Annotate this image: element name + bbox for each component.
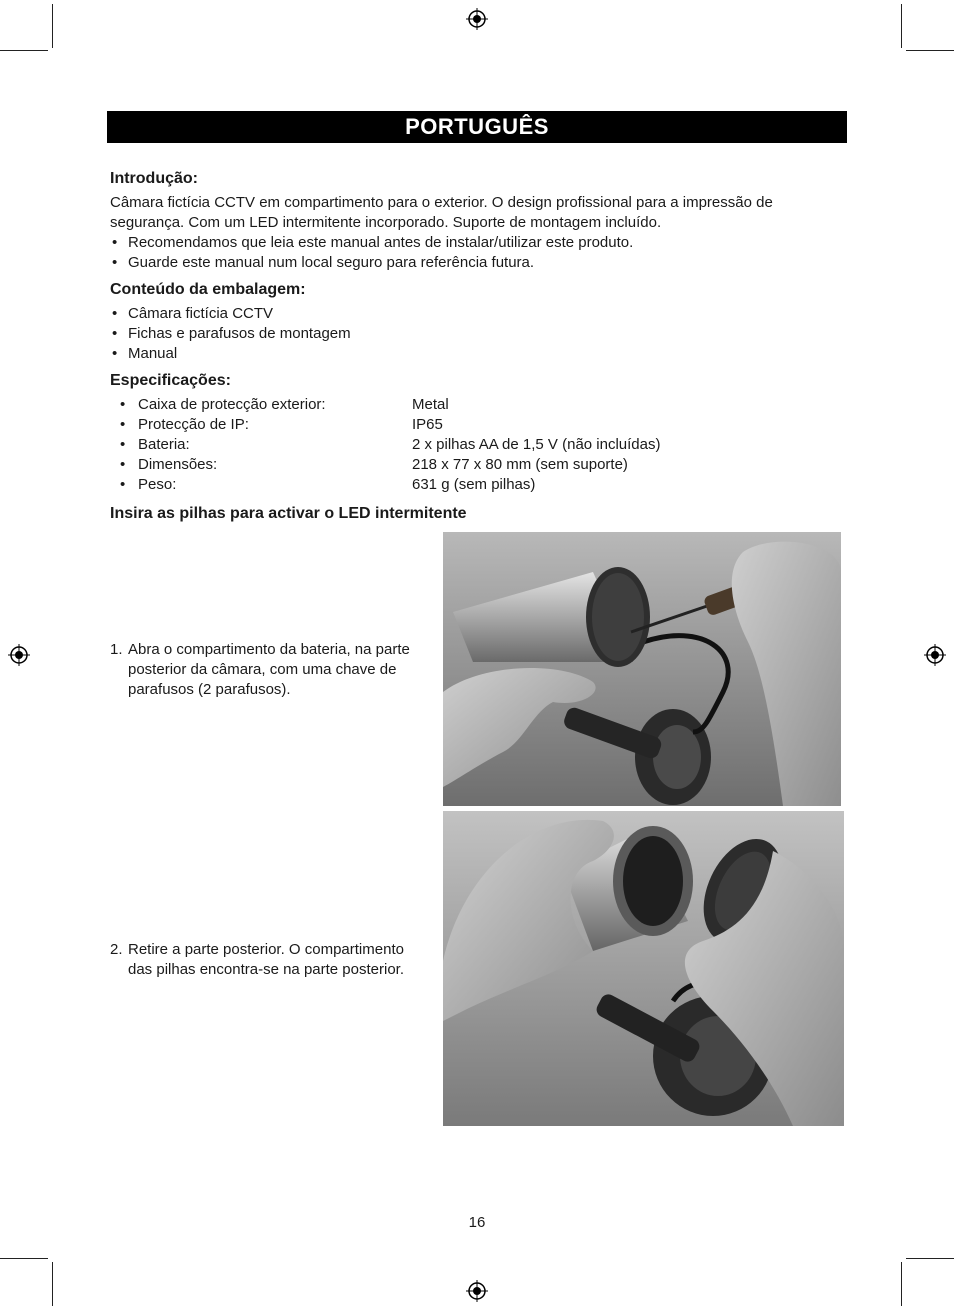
specs-table [120,395,661,495]
intro-heading: Introdução: [110,170,198,187]
spec-label: Dimensões: [138,456,218,473]
step-text: Abra o compartimento da bateria, na parte posterior da câmara, com uma chave de parafusos (2 parafusos). [128,641,410,698]
language-header: PORTUGUÊS [107,111,847,143]
spec-value: 2 x pilhas AA de 1,5 V (não incluídas) [412,436,661,453]
page-number: 16 [468,1214,486,1231]
table-row: • Dimensões: 218 x 77 x 80 mm (sem suporte) [120,455,661,475]
step-2 [110,940,410,980]
crop-mark [52,4,53,48]
list-item: • Fichas e parafusos de montagem [110,324,840,344]
intro-section [110,170,840,273]
registration-mark-icon [466,8,488,30]
contents-section [110,281,840,364]
camera-back-removed-illustration [443,811,844,1126]
crop-mark [0,1258,48,1259]
spec-label: Caixa de protecção exterior: [138,396,326,413]
step-1 [110,640,410,700]
table-row: • Peso: 631 g (sem pilhas) [120,475,661,495]
registration-mark-icon [8,644,30,666]
intro-paragraph: Câmara fictícia CCTV em compartimento para o exterior. O design profissional para a impressão de segurança. Com um LED intermitente incorporado. Suporte de montagem incluído. [110,194,773,231]
crop-mark [901,4,902,48]
list-item: • Guarde este manual num local seguro para referência futura. [110,253,840,273]
list-item: • Câmara fictícia CCTV [110,304,840,324]
step-number: 1. [110,641,123,658]
spec-label: Bateria: [138,436,190,453]
intro-bullets [110,233,840,273]
step-number: 2. [110,941,123,958]
list-item: • Recomendamos que leia este manual antes de instalar/utilizar este produto. [110,233,840,253]
table-row: • Protecção de IP: IP65 [120,415,661,435]
crop-mark [0,50,48,51]
contents-heading: Conteúdo da embalagem: [110,281,306,298]
crop-mark [906,1258,954,1259]
crop-mark [52,1262,53,1306]
table-row: • Bateria: 2 x pilhas AA de 1,5 V (não incluídas) [120,436,661,453]
spec-value: 631 g (sem pilhas) [412,476,536,493]
list-item: • Manual [110,344,840,364]
contents-list [110,304,840,364]
specs-heading: Especificações: [110,372,231,389]
spec-value: Metal [412,396,449,413]
spec-label: Peso: [138,476,177,493]
battery-heading: Insira as pilhas para activar o LED intermitente [110,505,467,522]
camera-screwdriver-illustration [443,532,841,806]
spec-value: IP65 [412,416,443,433]
specs-section [110,372,840,495]
registration-mark-icon [924,644,946,666]
main-content [110,170,840,528]
crop-mark [901,1262,902,1306]
spec-label: Protecção de IP: [138,416,249,433]
crop-mark [906,50,954,51]
photo-removing-back-cover [443,811,844,1126]
photo-opening-battery-compartment [443,532,841,806]
step-text: Retire a parte posterior. O compartimento das pilhas encontra-se na parte posterior. [128,941,404,978]
table-row: • Caixa de protecção exterior: Metal [120,395,661,415]
spec-value: 218 x 77 x 80 mm (sem suporte) [412,456,628,473]
registration-mark-icon [466,1280,488,1302]
